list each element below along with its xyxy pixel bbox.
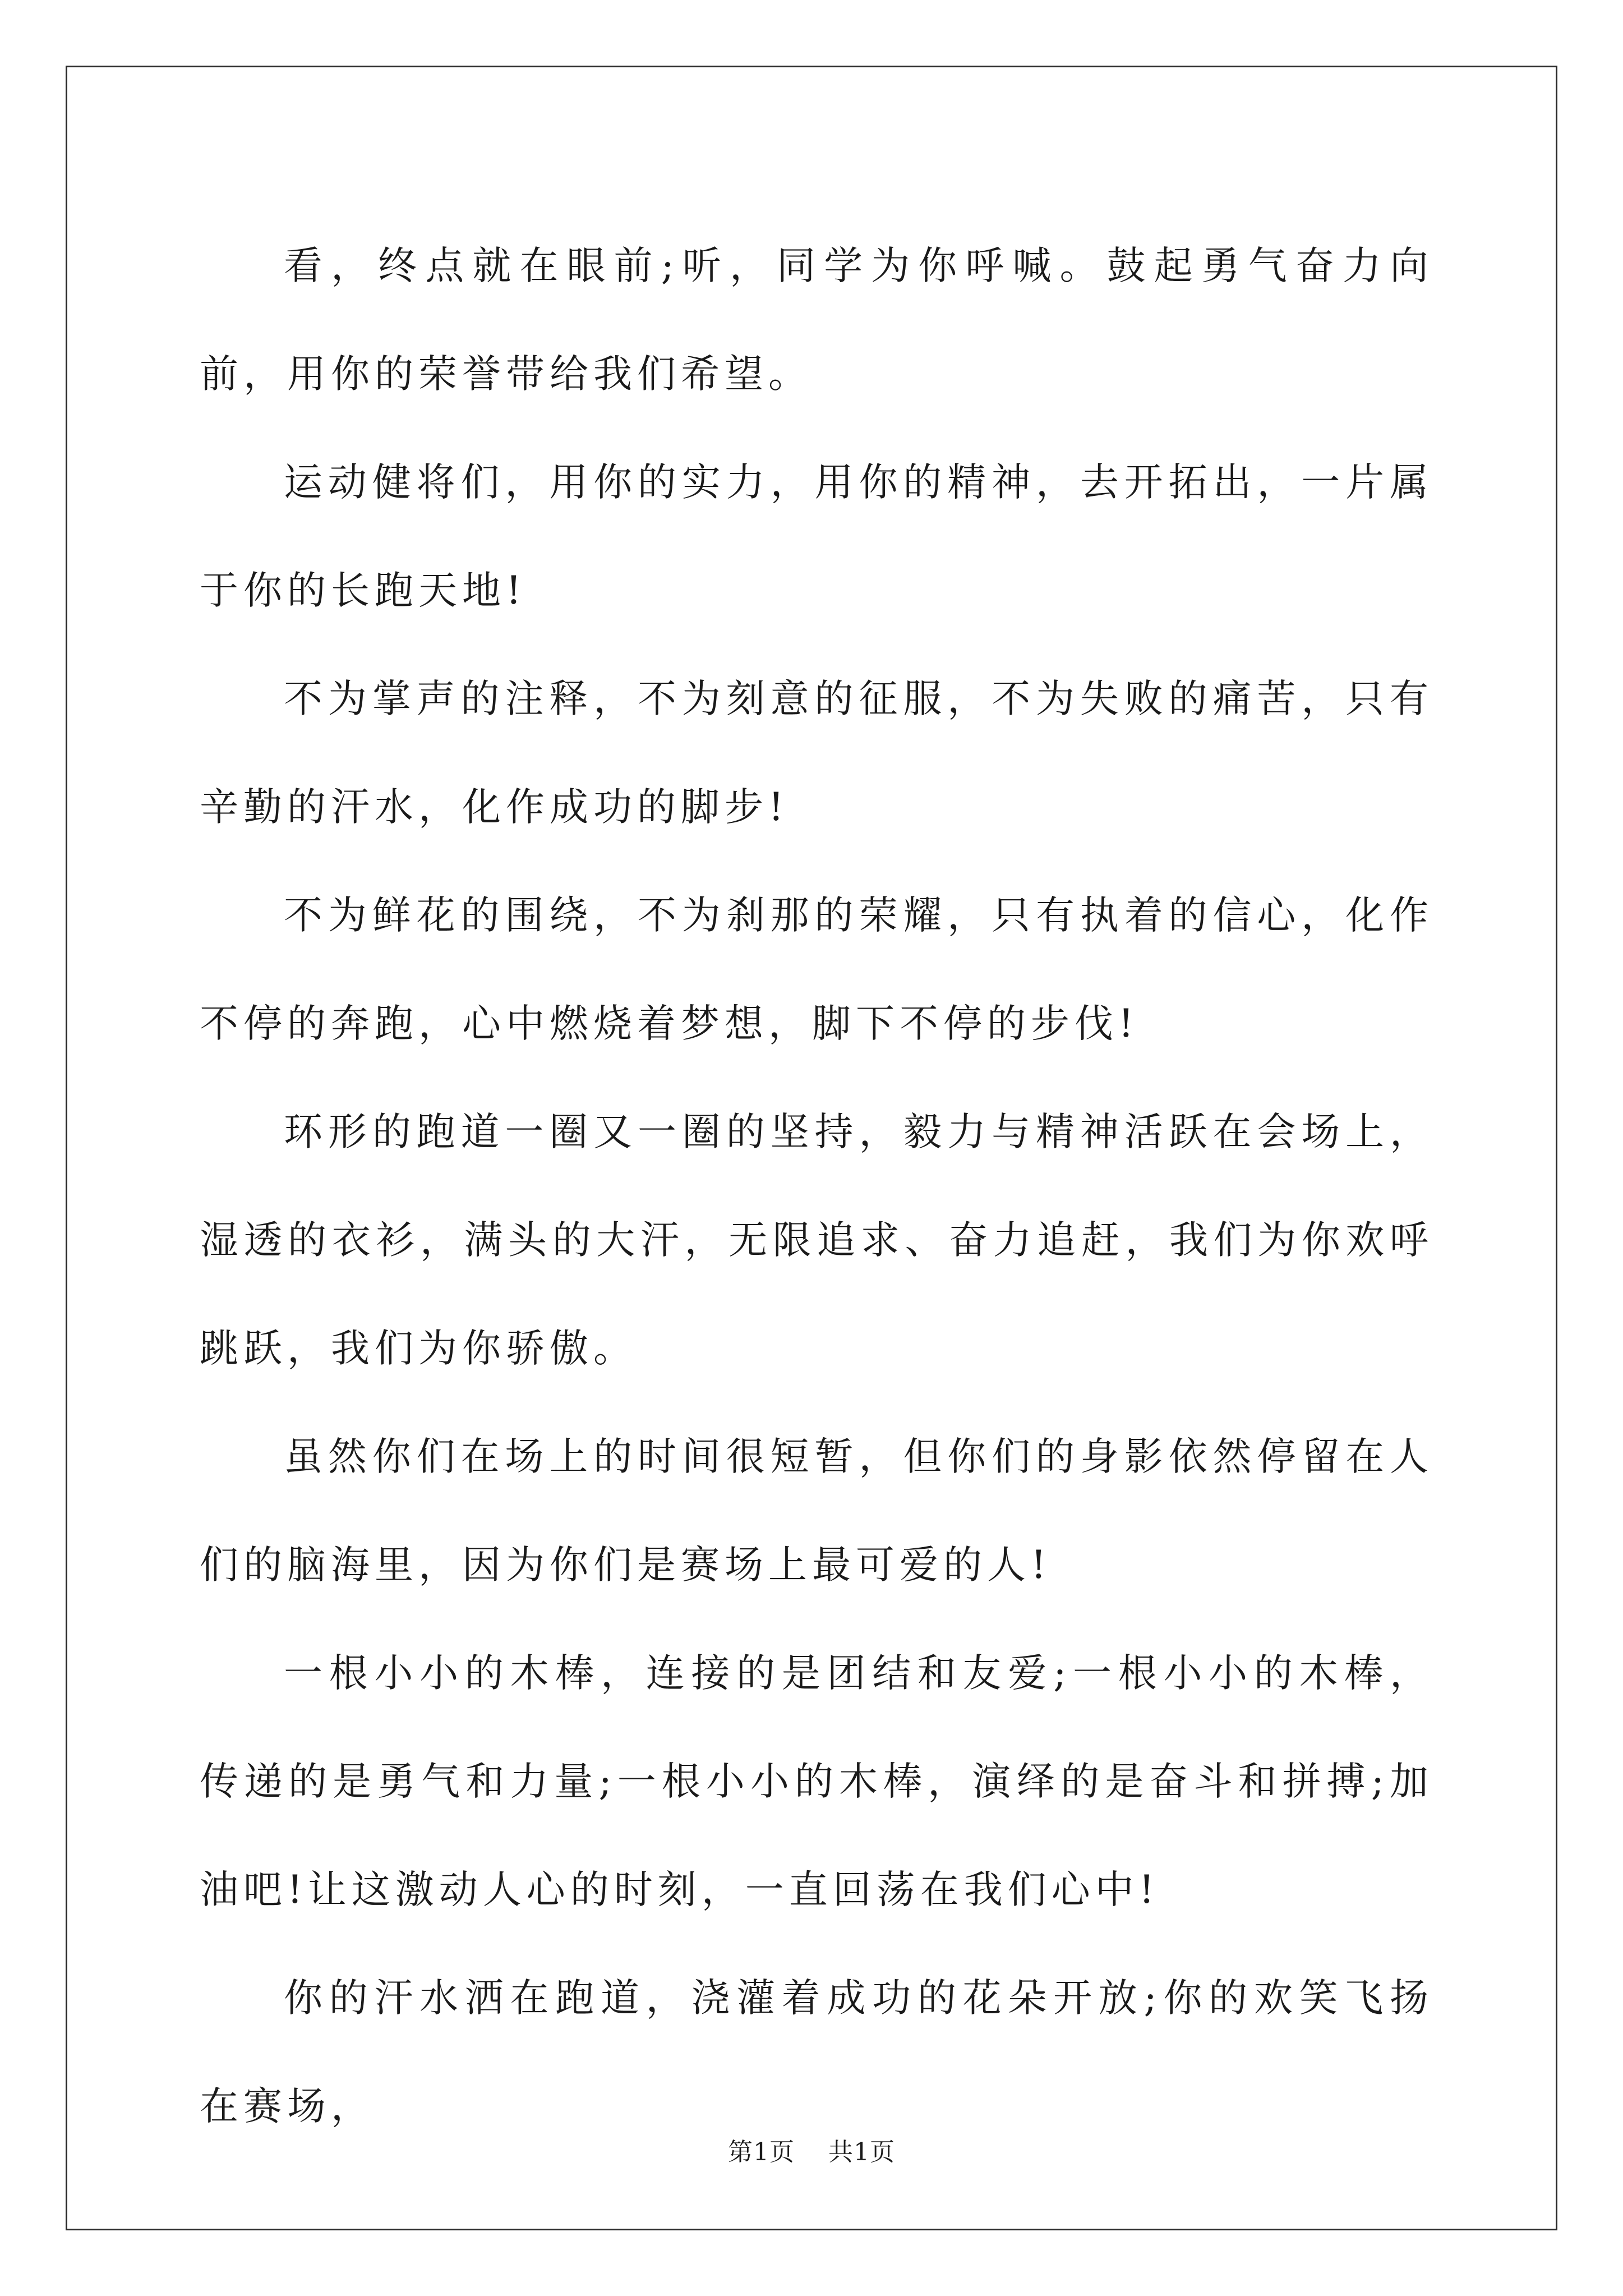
paragraph: 不为掌声的注释，不为刻意的征服，不为失败的痛苦，只有辛勤的汗水，化作成功的脚步! (200, 677, 1433, 830)
page-footer (0, 2132, 1623, 2168)
footer-spacer (795, 2138, 828, 2166)
paragraph: 看，终点就在眼前;听，同学为你呼喊。鼓起勇气奋力向前，用你的荣誉带给我们希望。 (200, 243, 1433, 397)
paragraph: 运动健将们，用你的实力，用你的精神，去开拓出，一片属于你的长跑天地! (200, 460, 1433, 613)
paragraph: 虽然你们在场上的时间很短暂，但你们的身影依然停留在人们的脑海里，因为你们是赛场上最可爱的人! (200, 1434, 1433, 1588)
page-number-current: 第1页 (728, 2138, 795, 2166)
page-number-total: 共1页 (828, 2138, 895, 2166)
paragraph: 环形的跑道一圈又一圈的坚持，毅力与精神活跃在会场上，湿透的衣衫，满头的大汗，无限追求、奋力追赶，我们为你欢呼跳跃，我们为你骄傲。 (200, 1110, 1433, 1371)
paragraph: 一根小小的木棒，连接的是团结和友爱;一根小小的木棒，传递的是勇气和力量;一根小小的木棒，演绎的是奋斗和拼搏;加油吧!让这激动人心的时刻，一直回荡在我们心中! (200, 1651, 1433, 1912)
paragraph: 你的汗水洒在跑道，浇灌着成功的花朵开放;你的欢笑飞扬在赛场， (200, 1976, 1433, 2129)
paragraph: 不为鲜花的围绕，不为刹那的荣耀，只有执着的信心，化作不停的奔跑，心中燃烧着梦想，脚下不停的步伐! (200, 893, 1433, 1046)
document-body (200, 212, 1433, 2161)
